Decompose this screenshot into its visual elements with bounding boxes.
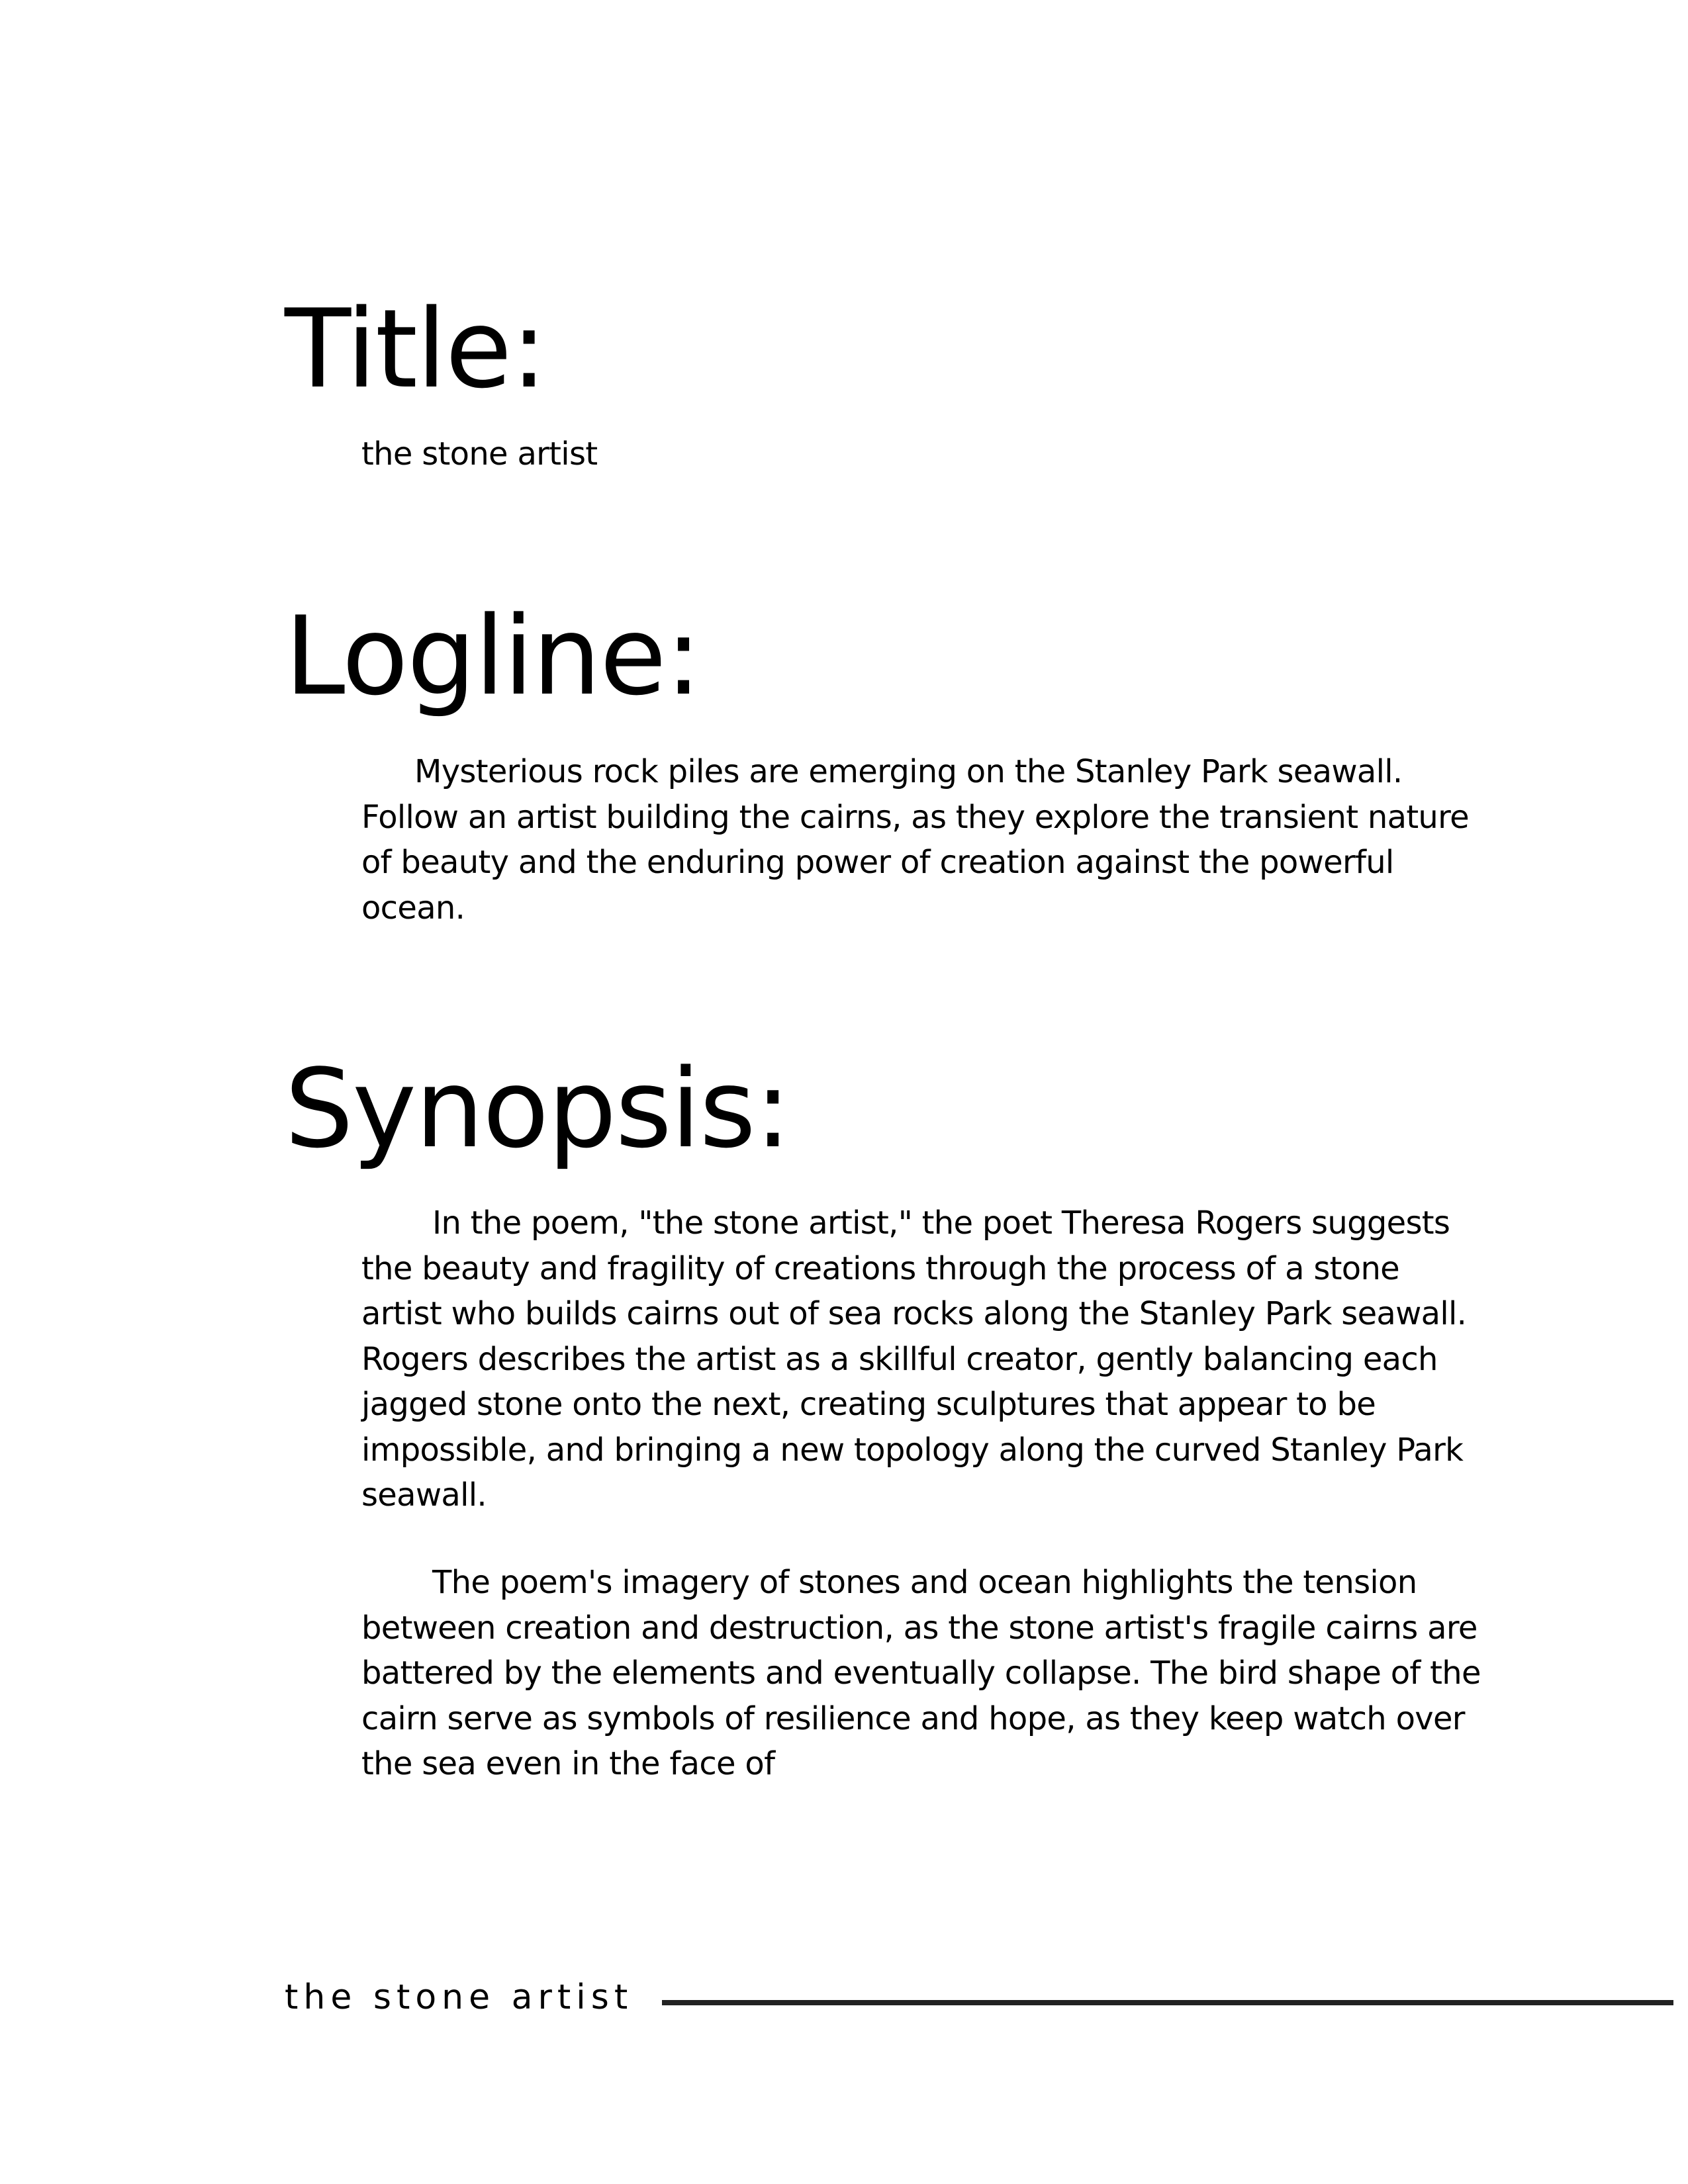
footer-rule bbox=[662, 2000, 1673, 2005]
synopsis-paragraph: In the poem, "the stone artist," the poet Theresa Rogers suggests the beauty and fragility of creations through the process of a stone artist who builds cairns out of sea rocks along the Stanley Park seawall. Rogers describes the artist as a skillful creator, gently balancing each jagged stone onto the next, creating sculptures that appear to be impossible, and bringing a new topology along the curved Stanley Park seawall. bbox=[361, 1205, 1467, 1514]
logline-text: Mysterious rock piles are emerging on the Stanley Park seawall. Follow an artist building the cairns, as they explore the transient nature of beauty and the enduring power of creation against the powerful ocean. bbox=[361, 753, 1469, 927]
footer-label: the stone artist bbox=[285, 1978, 633, 2017]
title-value: the stone artist bbox=[361, 435, 598, 473]
synopsis-heading: Synopsis: bbox=[285, 1046, 790, 1172]
logline-heading: Logline: bbox=[285, 593, 701, 719]
title-heading: Title: bbox=[285, 286, 546, 412]
synopsis-paragraph: The poem's imagery of stones and ocean highlights the tension between creation and destruction, as the stone artist's fragile cairns are battered by the elements and eventually collapse. The bird shape of the cairn serve as symbols of resilience and hope, as they keep watch over the sea even in the face of bbox=[361, 1564, 1481, 1782]
